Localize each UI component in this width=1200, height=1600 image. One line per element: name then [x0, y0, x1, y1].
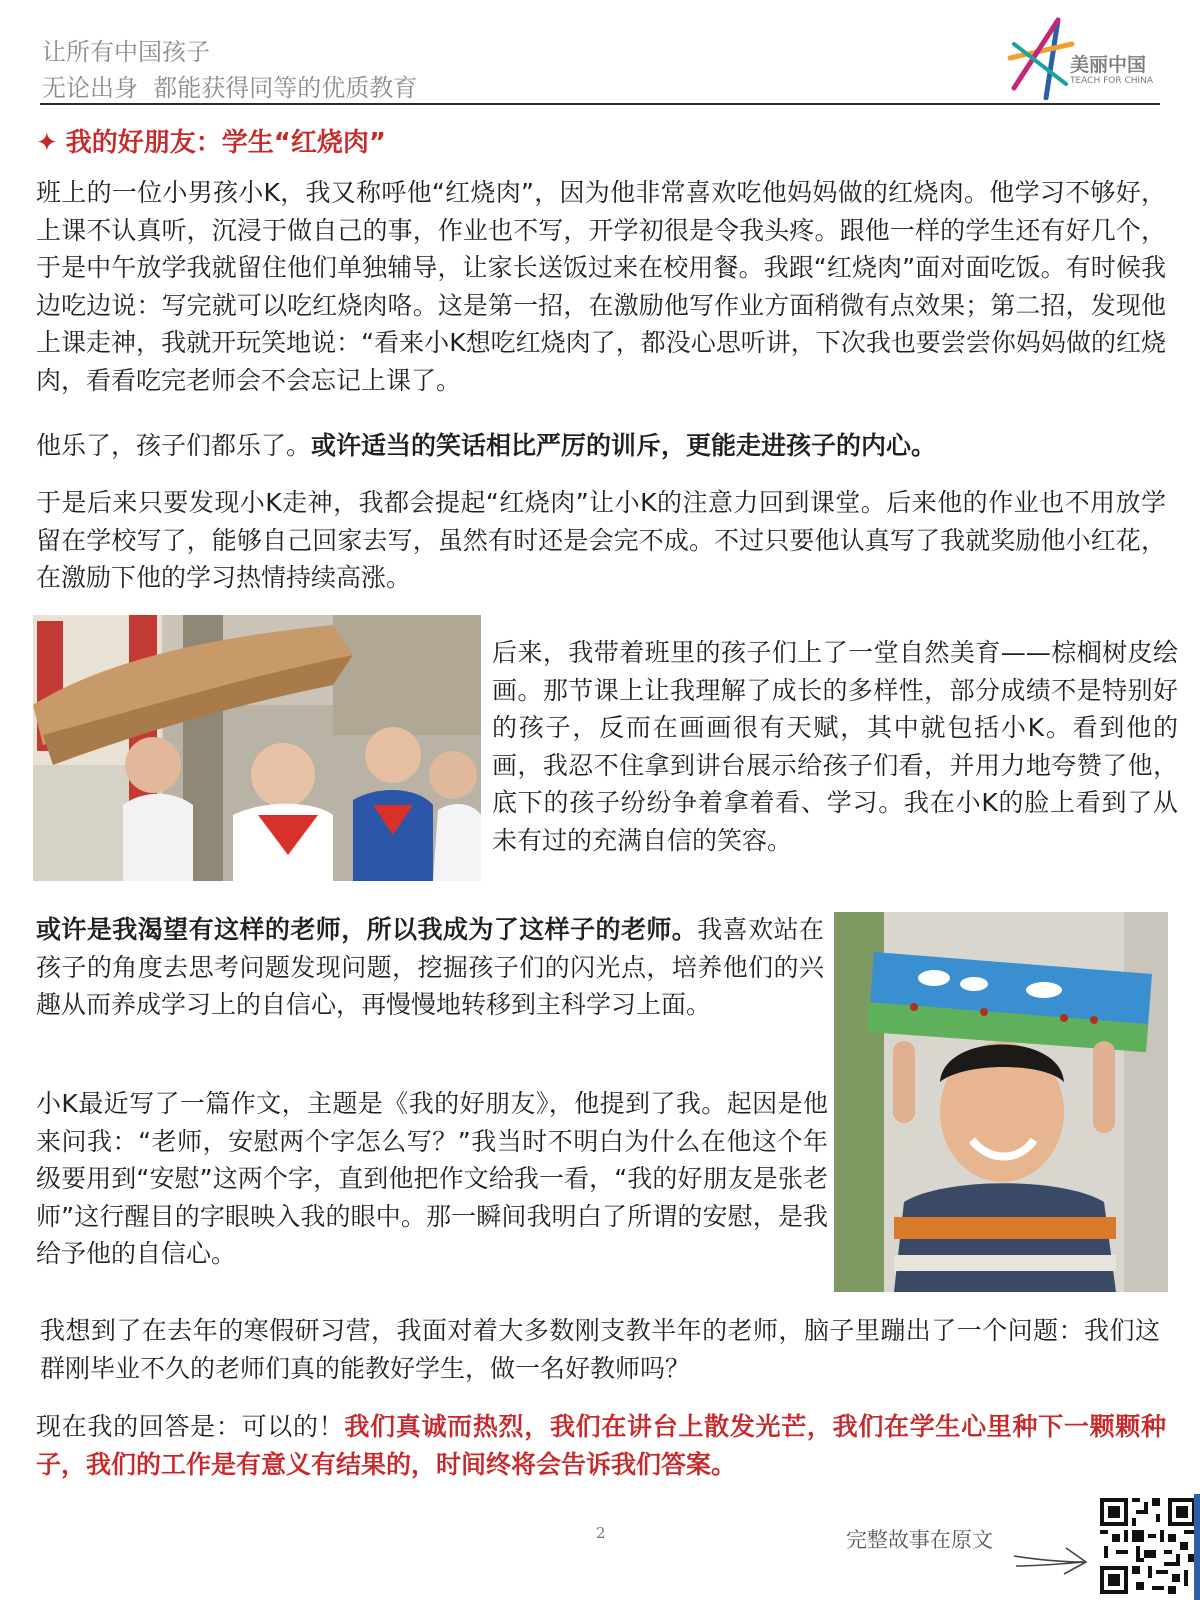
paragraph-2: [36, 427, 1166, 465]
paragraph-6: 小K最近写了一篇作文，主题是《我的好朋友》，他提到了我。起因是他来问我：“老师，安慰两个字怎么写？”我当时不明白为什么在他这个年级要用到“安慰”这两个字，直到他把作文给我一看，“我的好朋友是张老师”这行醒目的字眼映入我的眼中。那一瞬间我明白了所谓的安慰，是我给予他的自信心。: [36, 1089, 828, 1269]
paragraph-3: 于是后来只要发现小K走神，我都会提起“红烧肉”让小K的注意力回到课堂。后来他的作业也不用放学留在学校写了，能够自己回家去写，虽然有时还是会完不成。不过只要他认真写了我就奖励他小红花，在激励下他的学习热情持续高涨。: [36, 488, 1166, 593]
logo-cn-text: 美丽中国: [1070, 54, 1147, 76]
paragraph-8: [36, 1408, 1166, 1483]
section-title: [36, 122, 386, 159]
boy-with-painting-photo: [834, 912, 1168, 1292]
slogan-line-1: 让所有中国孩子: [42, 38, 210, 66]
header-divider: [40, 103, 1160, 105]
paragraph-8-plain: 现在我的回答是：可以的！: [36, 1412, 345, 1441]
paragraph-2-bold: 或许适当的笑话相比严厉的训斥，更能走进孩子的内心。: [311, 431, 937, 460]
paragraph-2-plain: 他乐了，孩子们都乐了。: [36, 431, 312, 460]
paragraph-4: 后来，我带着班里的孩子们上了一堂自然美育——棕榈树皮绘画。那节课上让我理解了成长的多样性，部分成绩不是特别好的孩子，反而在画画很有天赋，其中就包括小K。看到他的画，我忍不住拿到讲台展示给孩子们看，并用力地夸赞了他，底下的孩子纷纷争着拿着看、学习。我在小K的脸上看到了从未有过的充满自信的笑容。: [492, 638, 1178, 855]
hand-drawn-arrow-icon: [1010, 1540, 1090, 1580]
sparkle-icon: ✦: [36, 128, 58, 158]
right-edge-accent-bar: [1194, 1494, 1200, 1600]
page-number: 2: [596, 1524, 606, 1542]
paragraph-5: [36, 911, 824, 1024]
children-bark-painting-photo: [33, 615, 481, 881]
paragraph-8-red: 我们真诚而热烈，我们在讲台上散发光芒，我们在学生心里种下一颗颗种子，我们的工作是有意义有结果的，时间终将会告诉我们答案。: [36, 1412, 1166, 1479]
logo-en-text: TEACH FOR CHINA: [1070, 76, 1154, 86]
teach-for-china-logo: [1006, 14, 1166, 100]
full-story-note: 完整故事在原文: [846, 1528, 993, 1552]
section-title-text: 我的好朋友：学生“红烧肉”: [65, 128, 386, 158]
slogan-line-2: 无论出身 都能获得同等的优质教育: [42, 74, 418, 102]
paragraph-7: 我想到了在去年的寒假研习营，我面对着大多数刚支教半年的老师，脑子里蹦出了一个问题：我们这群刚毕业不久的老师们真的能教好学生，做一名好教师吗？: [40, 1316, 1160, 1383]
logo-star-icon: [1006, 14, 1076, 100]
paragraph-1: 班上的一位小男孩小K，我又称呼他“红烧肉”，因为他非常喜欢吃他妈妈做的红烧肉。他学习不够好，上课不认真听，沉浸于做自己的事，作业也不写，开学初很是令我头疼。跟他一样的学生还有好几个，于是中午放学我就留住他们单独辅导，让家长送饭过来在校用餐。我跟“红烧肉”面对面吃饭。有时候我边吃边说：写完就可以吃红烧肉咯。这是第一招，在激励他写作业方面稍微有点效果；第二招，发现他上课走神，我就开玩笑地说：“看来小K想吃红烧肉了，都没心思听讲，下次我也要尝尝你妈妈做的红烧肉，看看吃完老师会不会忘记上课了。: [36, 178, 1166, 395]
paragraph-5-plain: 我喜欢站在孩子的角度去思考问题发现问题，挖掘孩子们的闪光点，培养他们的兴趣从而养成学习上的自信心，再慢慢地转移到主科学习上面。: [36, 915, 824, 1020]
paragraph-5-bold: 或许是我渴望有这样的老师，所以我成为了这样子的老师。: [36, 915, 698, 944]
qr-code-icon[interactable]: [1100, 1498, 1196, 1594]
